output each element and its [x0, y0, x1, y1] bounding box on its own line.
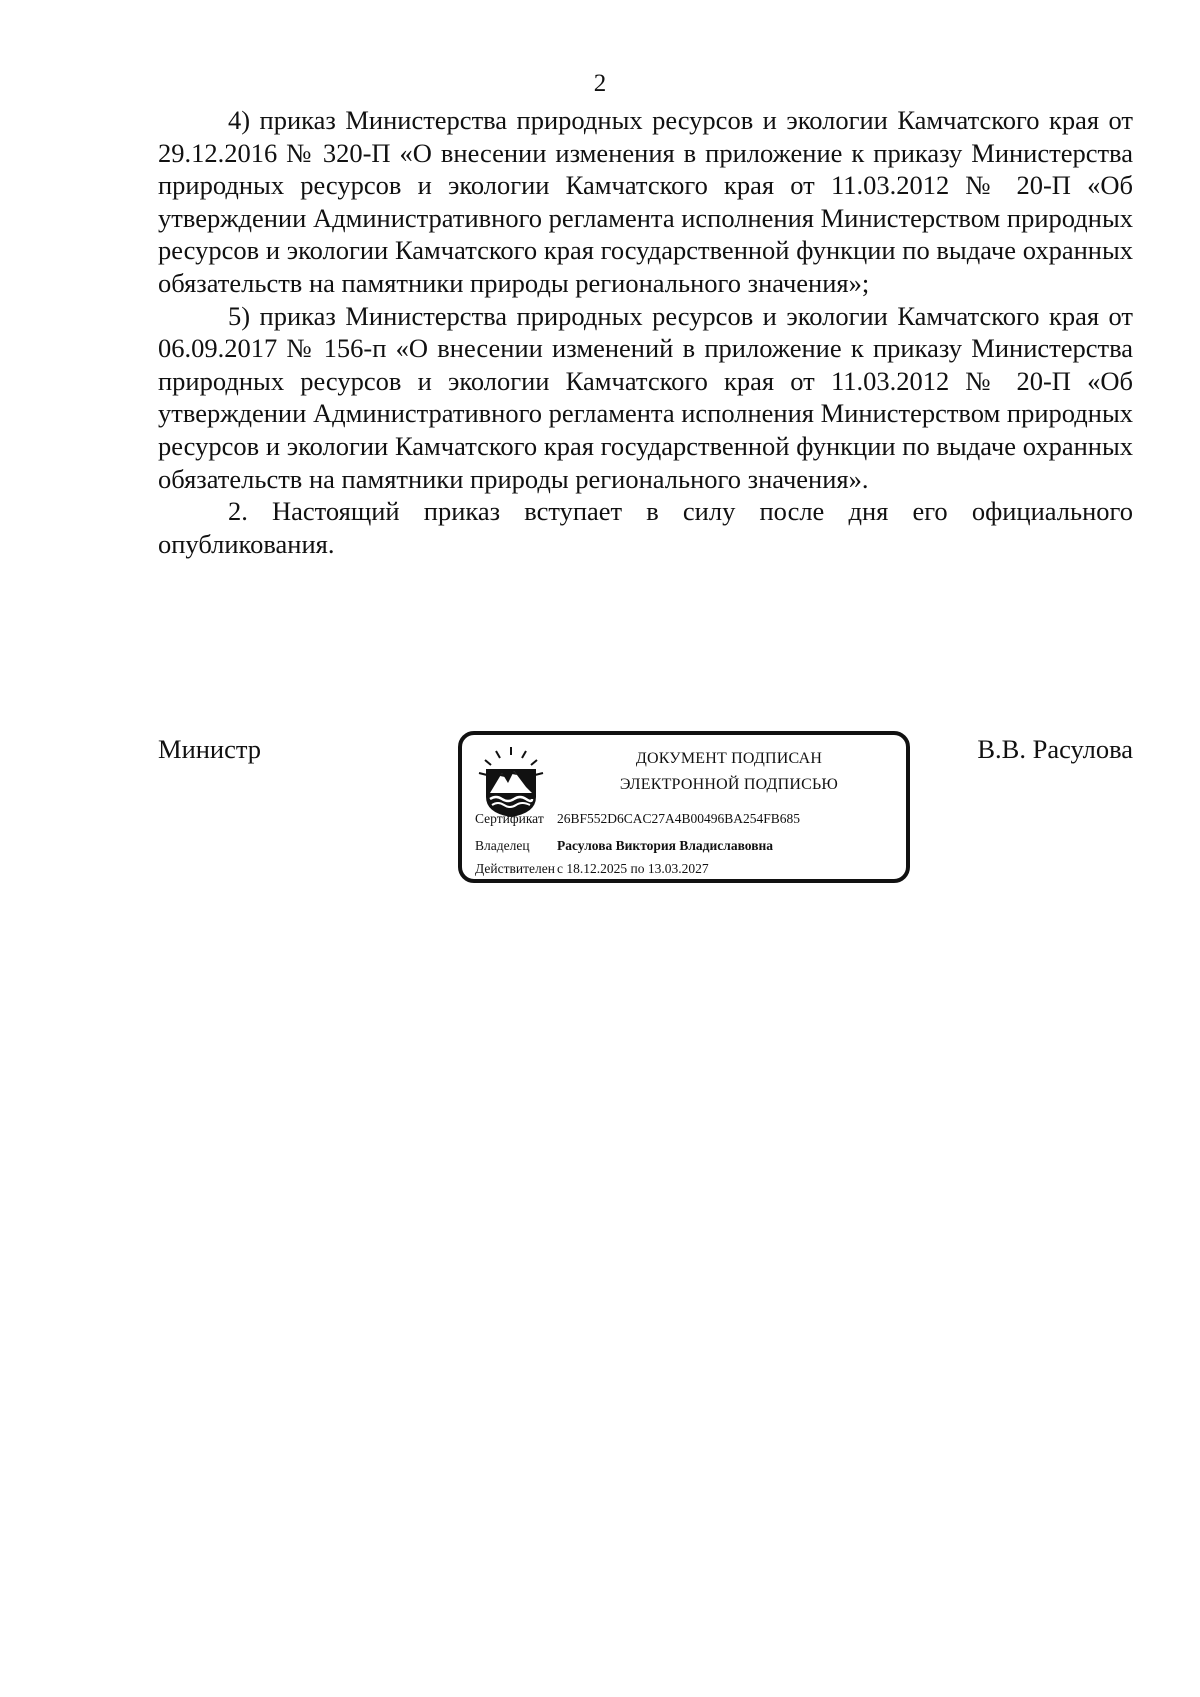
certificate-value: 26BF552D6CAC27A4B00496BA254FB685 — [557, 811, 801, 826]
stamp-title — [574, 746, 884, 798]
stamp-title-line-1: ДОКУМЕНТ ПОДПИСАН — [635, 750, 823, 767]
stamp-title-line-2: ЭЛЕКТРОННОЙ ПОДПИСЬЮ — [619, 776, 839, 793]
electronic-signature-stamp — [458, 731, 910, 883]
paragraph-item-4: 4) приказ Министерства природных ресурсов и экологии Камчатского края от 29.12.2016 № 320-П «О внесении изменения в приложение к приказу Министерства природных ресурсов и экологии Камчатского края от 11.03.2012 № 20-П «Об утверждении Административного регламента исполнения Министерством природных ресурсов и экологии Камчатского края государственной функции по выдаче охранных обязательств на памятники природы регионального значения»; — [158, 105, 1133, 298]
document-body — [158, 104, 1133, 560]
stamp-owner-row — [475, 836, 773, 856]
signature-block — [158, 733, 1133, 903]
page-number: 2 — [593, 70, 607, 97]
kamchatka-coat-of-arms-icon — [474, 743, 548, 819]
signer-position: Министр — [158, 734, 262, 764]
certificate-label: Сертификат — [475, 811, 544, 826]
validity-value: с 18.12.2025 по 13.03.2027 — [557, 861, 709, 876]
owner-label: Владелец — [475, 838, 530, 853]
validity-label: Действителен — [475, 861, 555, 876]
stamp-certificate-row — [475, 809, 800, 829]
stamp-validity-row — [475, 859, 709, 879]
paragraph-effective-date: 2. Настоящий приказ вступает в силу после дня его официального опубликования. — [158, 496, 1133, 559]
signer-name: В.В. Расулова — [977, 734, 1133, 764]
owner-value: Расулова Виктория Владиславовна — [557, 838, 774, 853]
paragraph-item-5: 5) приказ Министерства природных ресурсов и экологии Камчатского края от 06.09.2017 № 156-п «О внесении изменений в приложение к приказу Министерства природных ресурсов и экологии Камчатского края от 11.03.2012 № 20-П «Об утверждении Административного регламента исполнения Министерством природных ресурсов и экологии Камчатского края государственной функции по выдаче охранных обязательств на памятники природы регионального значения». — [158, 300, 1133, 494]
